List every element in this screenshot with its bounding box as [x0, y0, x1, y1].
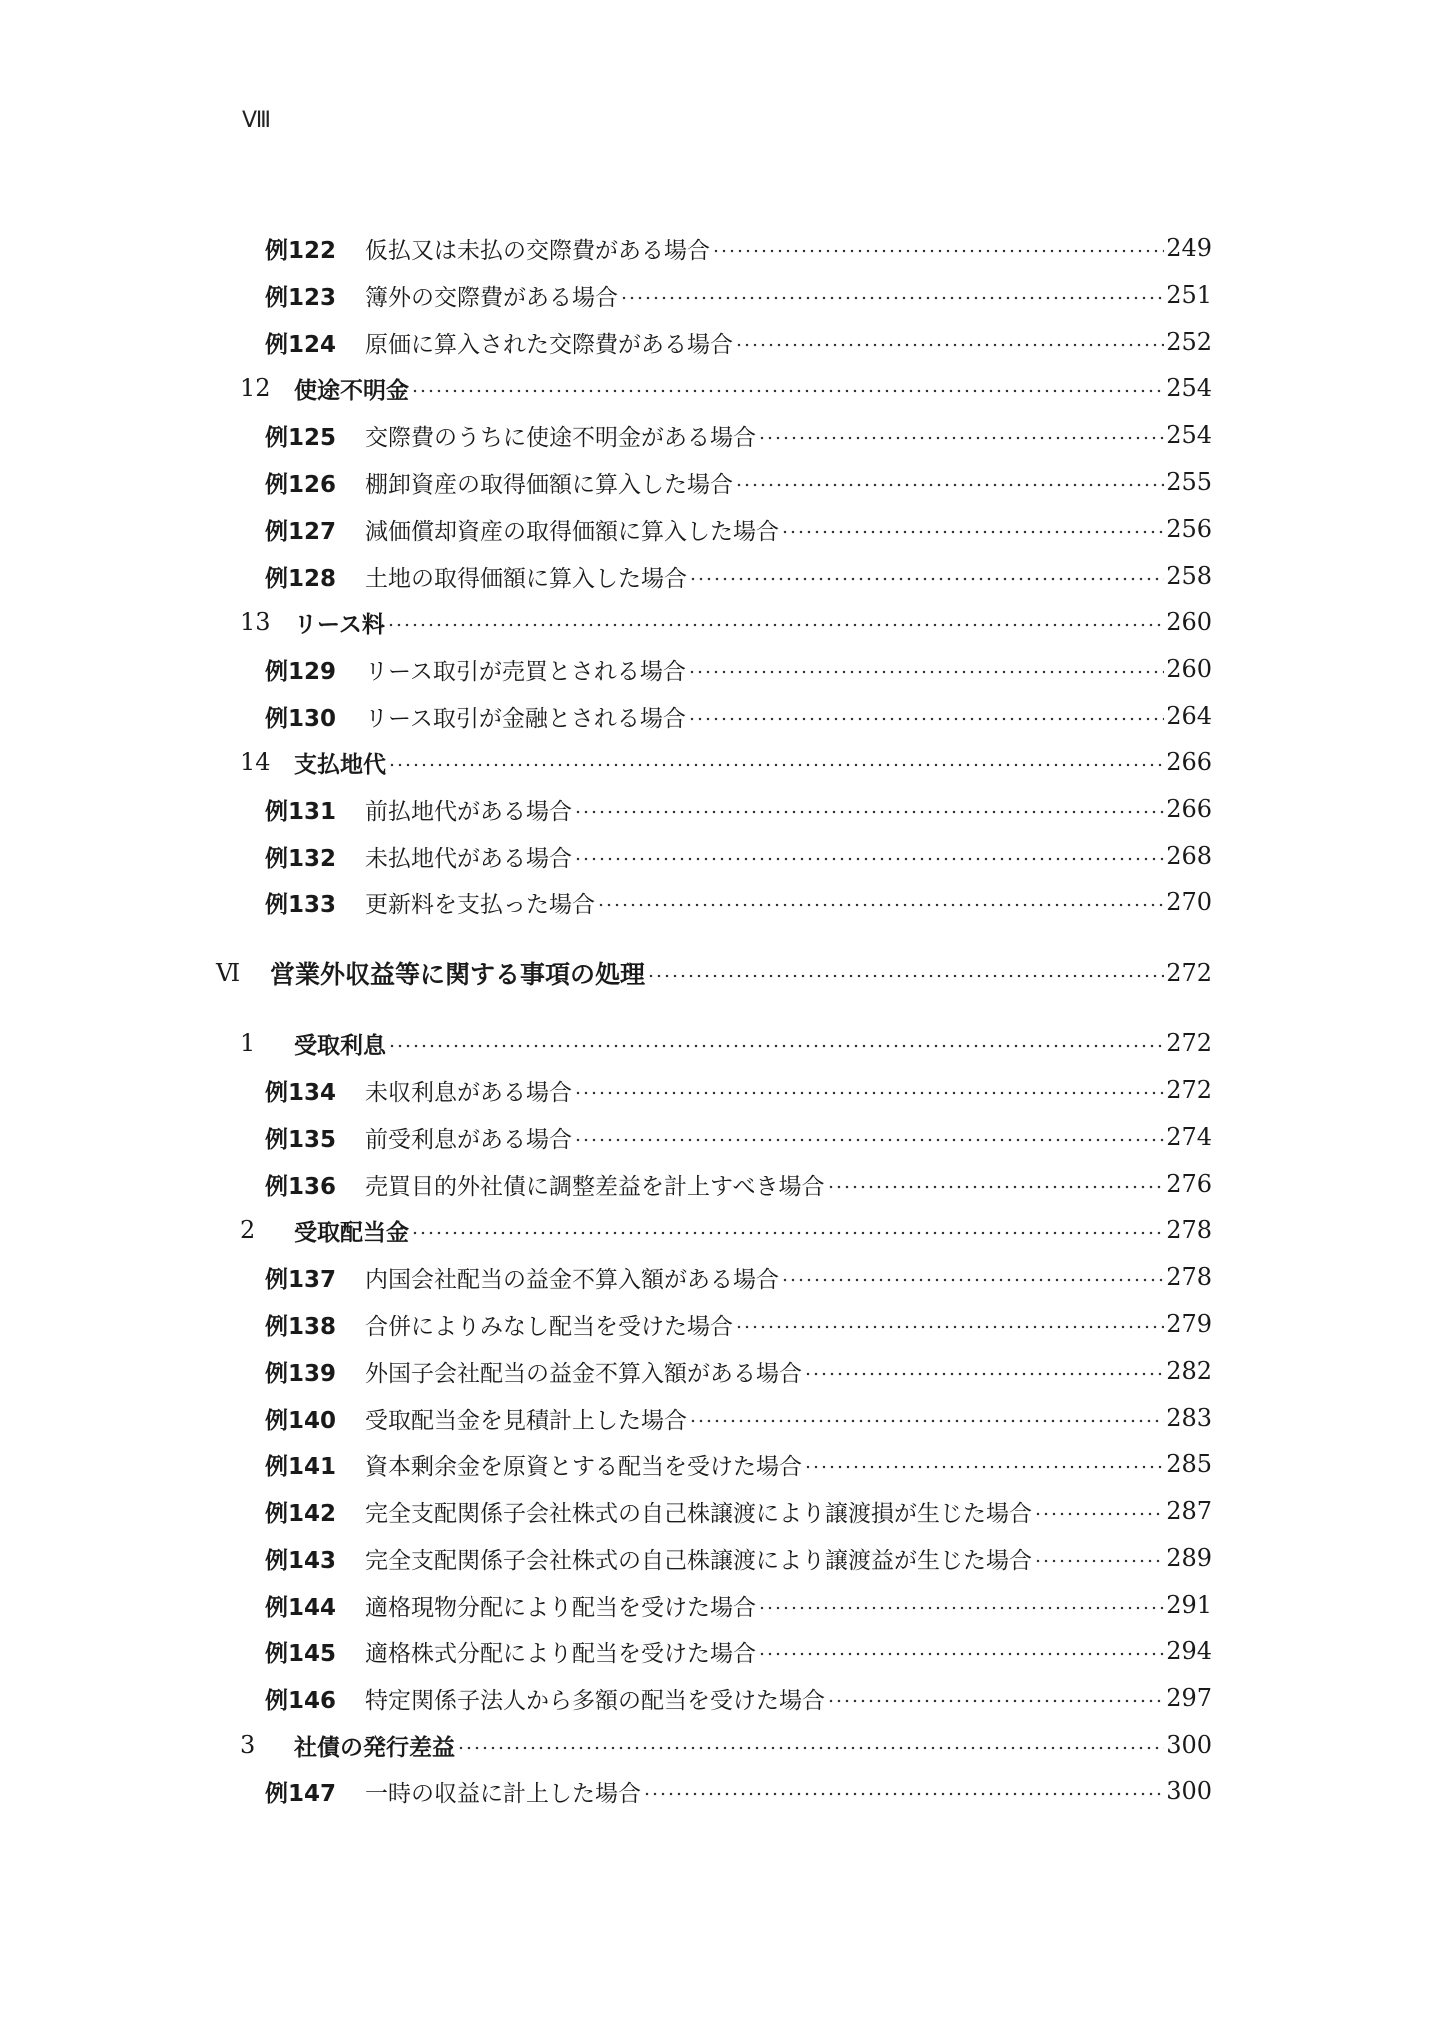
toc-example-entry: [265, 415, 1212, 455]
entry-title: 受取利息: [294, 1032, 386, 1059]
entry-title: 適格現物分配により配当を受けた場合: [365, 1594, 756, 1621]
dot-leader: [388, 1044, 1164, 1048]
entry-number: 例130: [265, 705, 337, 732]
entry-page: 282: [1166, 1357, 1212, 1385]
entry-title: 未払地代がある場合: [365, 845, 572, 872]
entry-title: 社債の発行差益: [294, 1734, 455, 1761]
dot-leader: [758, 1652, 1164, 1656]
entry-number: 例138: [265, 1313, 337, 1340]
toc-example-entry: [265, 462, 1212, 502]
dot-leader: [804, 1465, 1164, 1469]
dot-leader: [411, 389, 1164, 393]
entry-number: 例122: [265, 237, 337, 264]
entry-title: 受取配当金: [294, 1219, 409, 1246]
entry-page: 278: [1166, 1216, 1212, 1244]
entry-number: 14: [240, 748, 271, 776]
dot-leader: [457, 1746, 1164, 1750]
toc-example-entry: [265, 275, 1212, 315]
entry-title: 完全支配関係子会社株式の自己株譲渡により譲渡損が生じた場合: [365, 1500, 1032, 1527]
entry-title: 仮払又は未払の交際費がある場合: [365, 237, 710, 264]
entry-number: 例129: [265, 658, 337, 685]
toc-example-entry: [265, 1398, 1212, 1438]
entry-number: 例127: [265, 518, 337, 545]
entry-title: 適格株式分配により配当を受けた場合: [365, 1640, 756, 1667]
entry-page: 252: [1166, 328, 1212, 356]
entry-page: 266: [1166, 795, 1212, 823]
entry-page: 249: [1166, 234, 1212, 262]
entry-title: 使途不明金: [294, 377, 409, 404]
toc-section-entry: [240, 1023, 1212, 1063]
entry-title: 更新料を支払った場合: [365, 891, 595, 918]
entry-page: 297: [1166, 1684, 1212, 1712]
dot-leader: [387, 623, 1164, 627]
entry-page: 287: [1166, 1497, 1212, 1525]
entry-title: 特定関係子法人から多額の配当を受けた場合: [365, 1687, 825, 1714]
toc-section-entry: [240, 1210, 1212, 1250]
entry-number: 例141: [265, 1453, 337, 1480]
dot-leader: [574, 1138, 1164, 1142]
entry-page: 272: [1166, 1029, 1212, 1057]
entry-title: 受取配当金を見積計上した場合: [365, 1407, 687, 1434]
toc-section-entry: [240, 742, 1212, 782]
toc-example-entry: [265, 696, 1212, 736]
entry-title: 前受利息がある場合: [365, 1126, 572, 1153]
entry-title: 一時の収益に計上した場合: [365, 1780, 641, 1807]
entry-number: 例126: [265, 471, 337, 498]
entry-page: 291: [1166, 1591, 1212, 1619]
entry-number: 例137: [265, 1266, 337, 1293]
dot-leader: [804, 1372, 1164, 1376]
dot-leader: [781, 1278, 1164, 1282]
entry-number: 2: [240, 1216, 256, 1244]
entry-page: 276: [1166, 1170, 1212, 1198]
dot-leader: [597, 903, 1164, 907]
entry-number: 1: [240, 1029, 256, 1057]
entry-page: 256: [1166, 515, 1212, 543]
entry-number: 例132: [265, 845, 337, 872]
entry-number: 例133: [265, 891, 337, 918]
entry-number: 例143: [265, 1547, 337, 1574]
entry-title: 原価に算入された交際費がある場合: [365, 331, 733, 358]
entry-page: 264: [1166, 702, 1212, 730]
entry-page: 300: [1166, 1777, 1212, 1805]
toc-example-entry: [265, 1257, 1212, 1297]
dot-leader: [827, 1699, 1164, 1703]
entry-number: 例131: [265, 798, 337, 825]
toc-section-entry: [240, 602, 1212, 642]
entry-title: 資本剰余金を原資とする配当を受けた場合: [365, 1453, 802, 1480]
dot-leader: [574, 810, 1164, 814]
dot-leader: [735, 483, 1164, 487]
entry-number: 例136: [265, 1173, 337, 1200]
entry-page: 258: [1166, 562, 1212, 590]
dot-leader: [689, 577, 1164, 581]
entry-title: 営業外収益等に関する事項の処理: [270, 960, 646, 989]
dot-leader: [574, 1091, 1164, 1095]
entry-page: 254: [1166, 421, 1212, 449]
entry-number: Ⅵ: [216, 959, 241, 987]
entry-title: 交際費のうちに使途不明金がある場合: [365, 424, 756, 451]
entry-number: 例128: [265, 565, 337, 592]
entry-number: 例147: [265, 1780, 337, 1807]
toc-example-entry: [265, 509, 1212, 549]
toc-example-entry: [265, 1117, 1212, 1157]
entry-page: 251: [1166, 281, 1212, 309]
entry-title: 外国子会社配当の益金不算入額がある場合: [365, 1360, 802, 1387]
entry-page: 254: [1166, 374, 1212, 402]
dot-leader: [688, 670, 1164, 674]
toc-example-entry: [265, 1444, 1212, 1484]
entry-number: 例145: [265, 1640, 337, 1667]
dot-leader: [1034, 1559, 1164, 1563]
entry-title: 内国会社配当の益金不算入額がある場合: [365, 1266, 779, 1293]
entry-page: 266: [1166, 748, 1212, 776]
entry-page: 278: [1166, 1263, 1212, 1291]
toc-example-entry: [265, 789, 1212, 829]
toc-example-entry: [265, 1538, 1212, 1578]
entry-title: 前払地代がある場合: [365, 798, 572, 825]
entry-number: 例139: [265, 1360, 337, 1387]
entry-title: 売買目的外社債に調整差益を計上すべき場合: [365, 1173, 825, 1200]
entry-title: リース料: [294, 611, 385, 638]
entry-number: 例140: [265, 1407, 337, 1434]
dot-leader: [689, 1419, 1164, 1423]
dot-leader: [574, 857, 1164, 861]
dot-leader: [388, 763, 1164, 767]
toc-example-entry: [265, 1304, 1212, 1344]
entry-title: 未収利息がある場合: [365, 1079, 572, 1106]
dot-leader: [688, 717, 1164, 721]
toc-example-entry: [265, 1491, 1212, 1531]
entry-page: 270: [1166, 888, 1212, 916]
dot-leader: [758, 1606, 1164, 1610]
dot-leader: [620, 296, 1164, 300]
toc-section-entry: [240, 1725, 1212, 1765]
entry-number: 例125: [265, 424, 337, 451]
entry-title: 土地の取得価額に算入した場合: [365, 565, 687, 592]
entry-page: 260: [1166, 655, 1212, 683]
toc-example-entry: [265, 322, 1212, 362]
entry-title: 棚卸資産の取得価額に算入した場合: [365, 471, 733, 498]
toc-example-entry: [265, 1631, 1212, 1671]
entry-number: 3: [240, 1731, 256, 1759]
entry-number: 例146: [265, 1687, 337, 1714]
entry-page: 294: [1166, 1637, 1212, 1665]
dot-leader: [411, 1231, 1164, 1235]
entry-title: 支払地代: [294, 751, 386, 778]
dot-leader: [758, 436, 1164, 440]
entry-page: 272: [1166, 959, 1212, 987]
entry-number: 例124: [265, 331, 337, 358]
entry-page: 255: [1166, 468, 1212, 496]
entry-number: 例123: [265, 284, 337, 311]
dot-leader: [712, 249, 1164, 253]
dot-leader: [647, 974, 1164, 978]
toc-example-entry: [265, 1771, 1212, 1811]
entry-page: 272: [1166, 1076, 1212, 1104]
entry-page: 289: [1166, 1544, 1212, 1572]
entry-title: 完全支配関係子会社株式の自己株譲渡により譲渡益が生じた場合: [365, 1547, 1032, 1574]
toc-example-entry: [265, 228, 1212, 268]
toc-example-entry: [265, 1351, 1212, 1391]
entry-title: 簿外の交際費がある場合: [365, 284, 618, 311]
toc-example-entry: [265, 649, 1212, 689]
dot-leader: [643, 1792, 1164, 1796]
page-number: Ⅷ: [242, 108, 272, 133]
dot-leader: [735, 1325, 1164, 1329]
toc-example-entry: [265, 1070, 1212, 1110]
entry-page: 260: [1166, 608, 1212, 636]
entry-title: 減価償却資産の取得価額に算入した場合: [365, 518, 779, 545]
dot-leader: [1034, 1512, 1164, 1516]
entry-number: 例142: [265, 1500, 337, 1527]
toc-example-entry: [265, 1585, 1212, 1625]
entry-title: リース取引が売買とされる場合: [365, 658, 686, 685]
entry-page: 274: [1166, 1123, 1212, 1151]
entry-number: 例134: [265, 1079, 337, 1106]
entry-page: 279: [1166, 1310, 1212, 1338]
entry-number: 12: [240, 374, 271, 402]
dot-leader: [735, 343, 1164, 347]
entry-page: 283: [1166, 1404, 1212, 1432]
dot-leader: [781, 530, 1164, 534]
toc-example-entry: [265, 1678, 1212, 1718]
entry-number: 13: [240, 608, 271, 636]
dot-leader: [827, 1185, 1165, 1189]
toc-chapter-entry: [216, 953, 1212, 993]
toc-example-entry: [265, 556, 1212, 596]
entry-number: 例135: [265, 1126, 337, 1153]
toc-example-entry: [265, 836, 1212, 876]
entry-title: 合併によりみなし配当を受けた場合: [365, 1313, 733, 1340]
toc-section-entry: [240, 368, 1212, 408]
entry-page: 285: [1166, 1450, 1212, 1478]
toc-example-entry: [265, 882, 1212, 922]
toc-example-entry: [265, 1164, 1212, 1204]
entry-page: 300: [1166, 1731, 1212, 1759]
entry-title: リース取引が金融とされる場合: [365, 705, 686, 732]
entry-page: 268: [1166, 842, 1212, 870]
entry-number: 例144: [265, 1594, 337, 1621]
